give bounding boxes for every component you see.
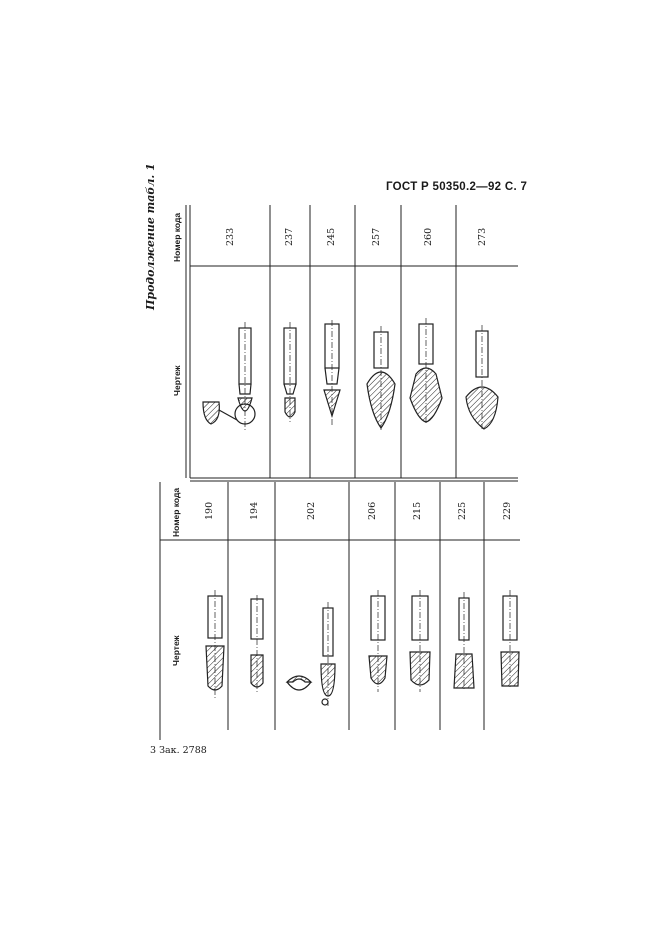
upper-code-233: 233 xyxy=(225,227,236,246)
tool-drawing-190 xyxy=(200,590,230,700)
lower-code-215: 215 xyxy=(412,501,423,520)
lower-code-190: 190 xyxy=(204,501,215,520)
tool-drawing-273 xyxy=(462,325,504,433)
lower-code-194: 194 xyxy=(249,501,260,520)
tool-drawing-229 xyxy=(496,590,524,690)
tool-drawing-233 xyxy=(195,320,270,435)
table-caption: Продолжение табл. 1 xyxy=(144,163,157,310)
lower-code-202: 202 xyxy=(306,501,317,520)
upper-code-header: Номер кода xyxy=(172,212,182,262)
page-header: ГОСТ Р 50350.2—92 С. 7 xyxy=(386,181,528,193)
tool-drawing-194 xyxy=(243,595,271,695)
upper-code-257: 257 xyxy=(371,227,382,246)
tool-drawing-245 xyxy=(316,320,350,430)
tool-drawing-237 xyxy=(276,322,306,427)
tool-drawing-260 xyxy=(406,318,446,428)
upper-code-245: 245 xyxy=(326,227,337,246)
upper-code-273: 273 xyxy=(477,227,488,246)
lower-code-header: Номер кода xyxy=(171,487,181,537)
tool-drawing-225 xyxy=(450,592,478,692)
tool-drawing-206 xyxy=(363,590,393,695)
lower-code-206: 206 xyxy=(367,501,378,520)
tool-drawing-202 xyxy=(283,600,345,710)
page-footer: 3 Зак. 2788 xyxy=(150,745,207,756)
upper-drawing-header: Чертеж xyxy=(172,365,182,396)
lower-code-225: 225 xyxy=(457,501,468,520)
lower-drawing-header: Чертеж xyxy=(171,635,181,666)
tool-drawing-257 xyxy=(363,318,399,433)
upper-code-260: 260 xyxy=(423,227,434,246)
upper-code-237: 237 xyxy=(284,227,295,246)
lower-code-229: 229 xyxy=(502,501,513,520)
tool-drawing-215 xyxy=(405,590,435,695)
